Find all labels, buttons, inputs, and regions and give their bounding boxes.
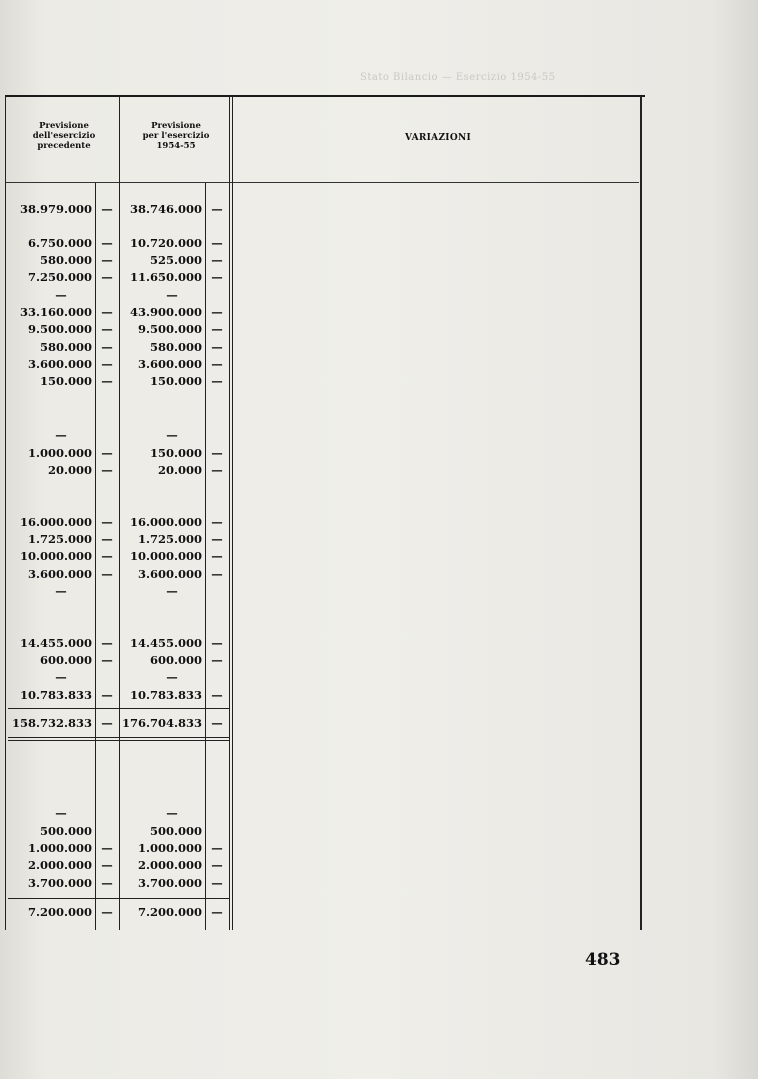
current-year-dash: — — [211, 202, 223, 216]
prev-year-value: 9.500.000 — [27, 322, 92, 336]
prev-year-value: — — [55, 806, 67, 820]
current-year-value: 1.000.000 — [137, 841, 202, 855]
current-year-dash: — — [211, 858, 223, 872]
current-year-value: 580.000 — [149, 340, 202, 354]
current-year-value: 3.600.000 — [137, 567, 202, 581]
prev-year-dash: — — [101, 463, 113, 477]
current-year-value: 16.000.000 — [129, 515, 202, 529]
current-year-value: — — [166, 288, 178, 302]
current-year-dash: — — [211, 236, 223, 250]
prev-year-dash: — — [101, 905, 113, 919]
current-year-dash: — — [211, 446, 223, 460]
current-year-dash: — — [211, 340, 223, 354]
bleed-through-text: Stato Bilancio — Esercizio 1954-55 — [360, 72, 556, 83]
current-year-value: 1.725.000 — [137, 532, 202, 546]
prev-year-value: — — [55, 288, 67, 302]
column-line — [640, 96, 642, 930]
current-year-dash: — — [211, 322, 223, 336]
prev-year-value: 600.000 — [39, 653, 92, 667]
current-year-value: 176.704.833 — [122, 716, 203, 730]
current-year-value: 2.000.000 — [137, 858, 202, 872]
current-year-value: — — [166, 670, 178, 684]
prev-year-dash: — — [101, 567, 113, 581]
header-previous-year — [28, 121, 100, 151]
column-line — [229, 96, 230, 930]
prev-year-value: — — [55, 428, 67, 442]
header-previous-line3: precedente — [37, 141, 91, 151]
current-year-value: 14.455.000 — [129, 636, 202, 650]
prev-year-dash: — — [101, 549, 113, 563]
prev-year-value: 10.783.833 — [19, 688, 92, 702]
current-year-dash: — — [211, 253, 223, 267]
prev-year-dash: — — [101, 340, 113, 354]
header-current-line3: 1954-55 — [156, 141, 196, 151]
current-year-value: 11.650.000 — [129, 270, 202, 284]
current-year-value: 3.600.000 — [137, 357, 202, 371]
current-year-dash: — — [211, 636, 223, 650]
prev-year-value: 1.000.000 — [27, 446, 92, 460]
current-year-value: 150.000 — [149, 446, 202, 460]
prev-year-dash: — — [101, 253, 113, 267]
current-year-value: 525.000 — [149, 253, 202, 267]
prev-year-value: 3.700.000 — [27, 876, 92, 890]
prev-year-dash: — — [101, 876, 113, 890]
current-year-value: 43.900.000 — [129, 305, 202, 319]
current-year-value: 7.200.000 — [137, 905, 202, 919]
prev-year-value: 10.000.000 — [19, 549, 92, 563]
sum-rule — [8, 737, 230, 738]
current-year-value: 38.746.000 — [129, 202, 202, 216]
header-current-line2: per l'esercizio — [142, 131, 210, 141]
header-variazioni: VARIAZIONI — [405, 133, 471, 143]
current-year-value: 600.000 — [149, 653, 202, 667]
prev-year-dash: — — [101, 532, 113, 546]
prev-year-dash: — — [101, 322, 113, 336]
current-year-value: 10.720.000 — [129, 236, 202, 250]
prev-year-value: — — [55, 584, 67, 598]
current-year-dash: — — [211, 305, 223, 319]
prev-year-value: 3.600.000 — [27, 567, 92, 581]
prev-year-value: 2.000.000 — [27, 858, 92, 872]
current-year-dash: — — [211, 463, 223, 477]
page-number: 483 — [585, 950, 621, 970]
current-year-value: 3.700.000 — [137, 876, 202, 890]
current-year-dash: — — [211, 716, 223, 730]
prev-year-dash: — — [101, 305, 113, 319]
sum-rule — [8, 898, 230, 899]
prev-year-value: 7.250.000 — [27, 270, 92, 284]
header-current-line1: Previsione — [151, 121, 201, 131]
prev-year-dash: — — [101, 688, 113, 702]
prev-year-value: 20.000 — [47, 463, 92, 477]
sum-rule — [8, 708, 230, 709]
current-year-dash: — — [211, 515, 223, 529]
prev-year-dash: — — [101, 446, 113, 460]
current-year-dash: — — [211, 567, 223, 581]
current-year-value: 20.000 — [157, 463, 202, 477]
sum-rule — [8, 740, 230, 741]
current-year-dash: — — [211, 905, 223, 919]
column-line — [5, 96, 6, 930]
current-year-value: 9.500.000 — [137, 322, 202, 336]
prev-year-dash: — — [101, 515, 113, 529]
prev-year-value: 150.000 — [39, 374, 92, 388]
column-line — [232, 96, 233, 930]
prev-year-value: 580.000 — [39, 253, 92, 267]
current-year-value: 150.000 — [149, 374, 202, 388]
prev-year-value: 580.000 — [39, 340, 92, 354]
current-year-value: 500.000 — [149, 824, 202, 838]
prev-year-value: 38.979.000 — [19, 202, 92, 216]
current-year-dash: — — [211, 688, 223, 702]
header-rule — [5, 182, 639, 183]
prev-year-dash: — — [101, 636, 113, 650]
prev-year-value: 6.750.000 — [27, 236, 92, 250]
column-line — [119, 96, 120, 930]
prev-year-value: 14.455.000 — [19, 636, 92, 650]
prev-year-dash: — — [101, 236, 113, 250]
prev-year-value: 16.000.000 — [19, 515, 92, 529]
top-rule — [5, 95, 645, 97]
current-year-dash: — — [211, 270, 223, 284]
prev-year-value: — — [55, 670, 67, 684]
prev-year-value: 33.160.000 — [19, 305, 92, 319]
current-year-dash: — — [211, 876, 223, 890]
prev-year-dash: — — [101, 374, 113, 388]
current-year-dash: — — [211, 374, 223, 388]
prev-year-value: 1.000.000 — [27, 841, 92, 855]
current-year-value: — — [166, 806, 178, 820]
current-year-value: 10.783.833 — [129, 688, 202, 702]
header-previous-line1: Previsione — [39, 121, 89, 131]
prev-year-dash: — — [101, 202, 113, 216]
prev-year-value: 7.200.000 — [27, 905, 92, 919]
current-year-dash: — — [211, 841, 223, 855]
current-year-dash: — — [211, 357, 223, 371]
prev-year-dash: — — [101, 357, 113, 371]
current-year-value: 10.000.000 — [129, 549, 202, 563]
prev-year-dash: — — [101, 716, 113, 730]
prev-year-value: 3.600.000 — [27, 357, 92, 371]
current-year-value: — — [166, 428, 178, 442]
prev-year-dash: — — [101, 270, 113, 284]
current-year-dash: — — [211, 549, 223, 563]
prev-year-dash: — — [101, 858, 113, 872]
prev-year-value: 158.732.833 — [11, 716, 92, 730]
header-previous-line2: dell'esercizio — [32, 131, 96, 141]
prev-year-dash: — — [101, 841, 113, 855]
current-year-dash: — — [211, 653, 223, 667]
prev-year-dash: — — [101, 653, 113, 667]
current-year-dash: — — [211, 532, 223, 546]
current-year-value: — — [166, 584, 178, 598]
header-current-year — [140, 121, 212, 151]
prev-year-value: 1.725.000 — [27, 532, 92, 546]
prev-year-value: 500.000 — [39, 824, 92, 838]
